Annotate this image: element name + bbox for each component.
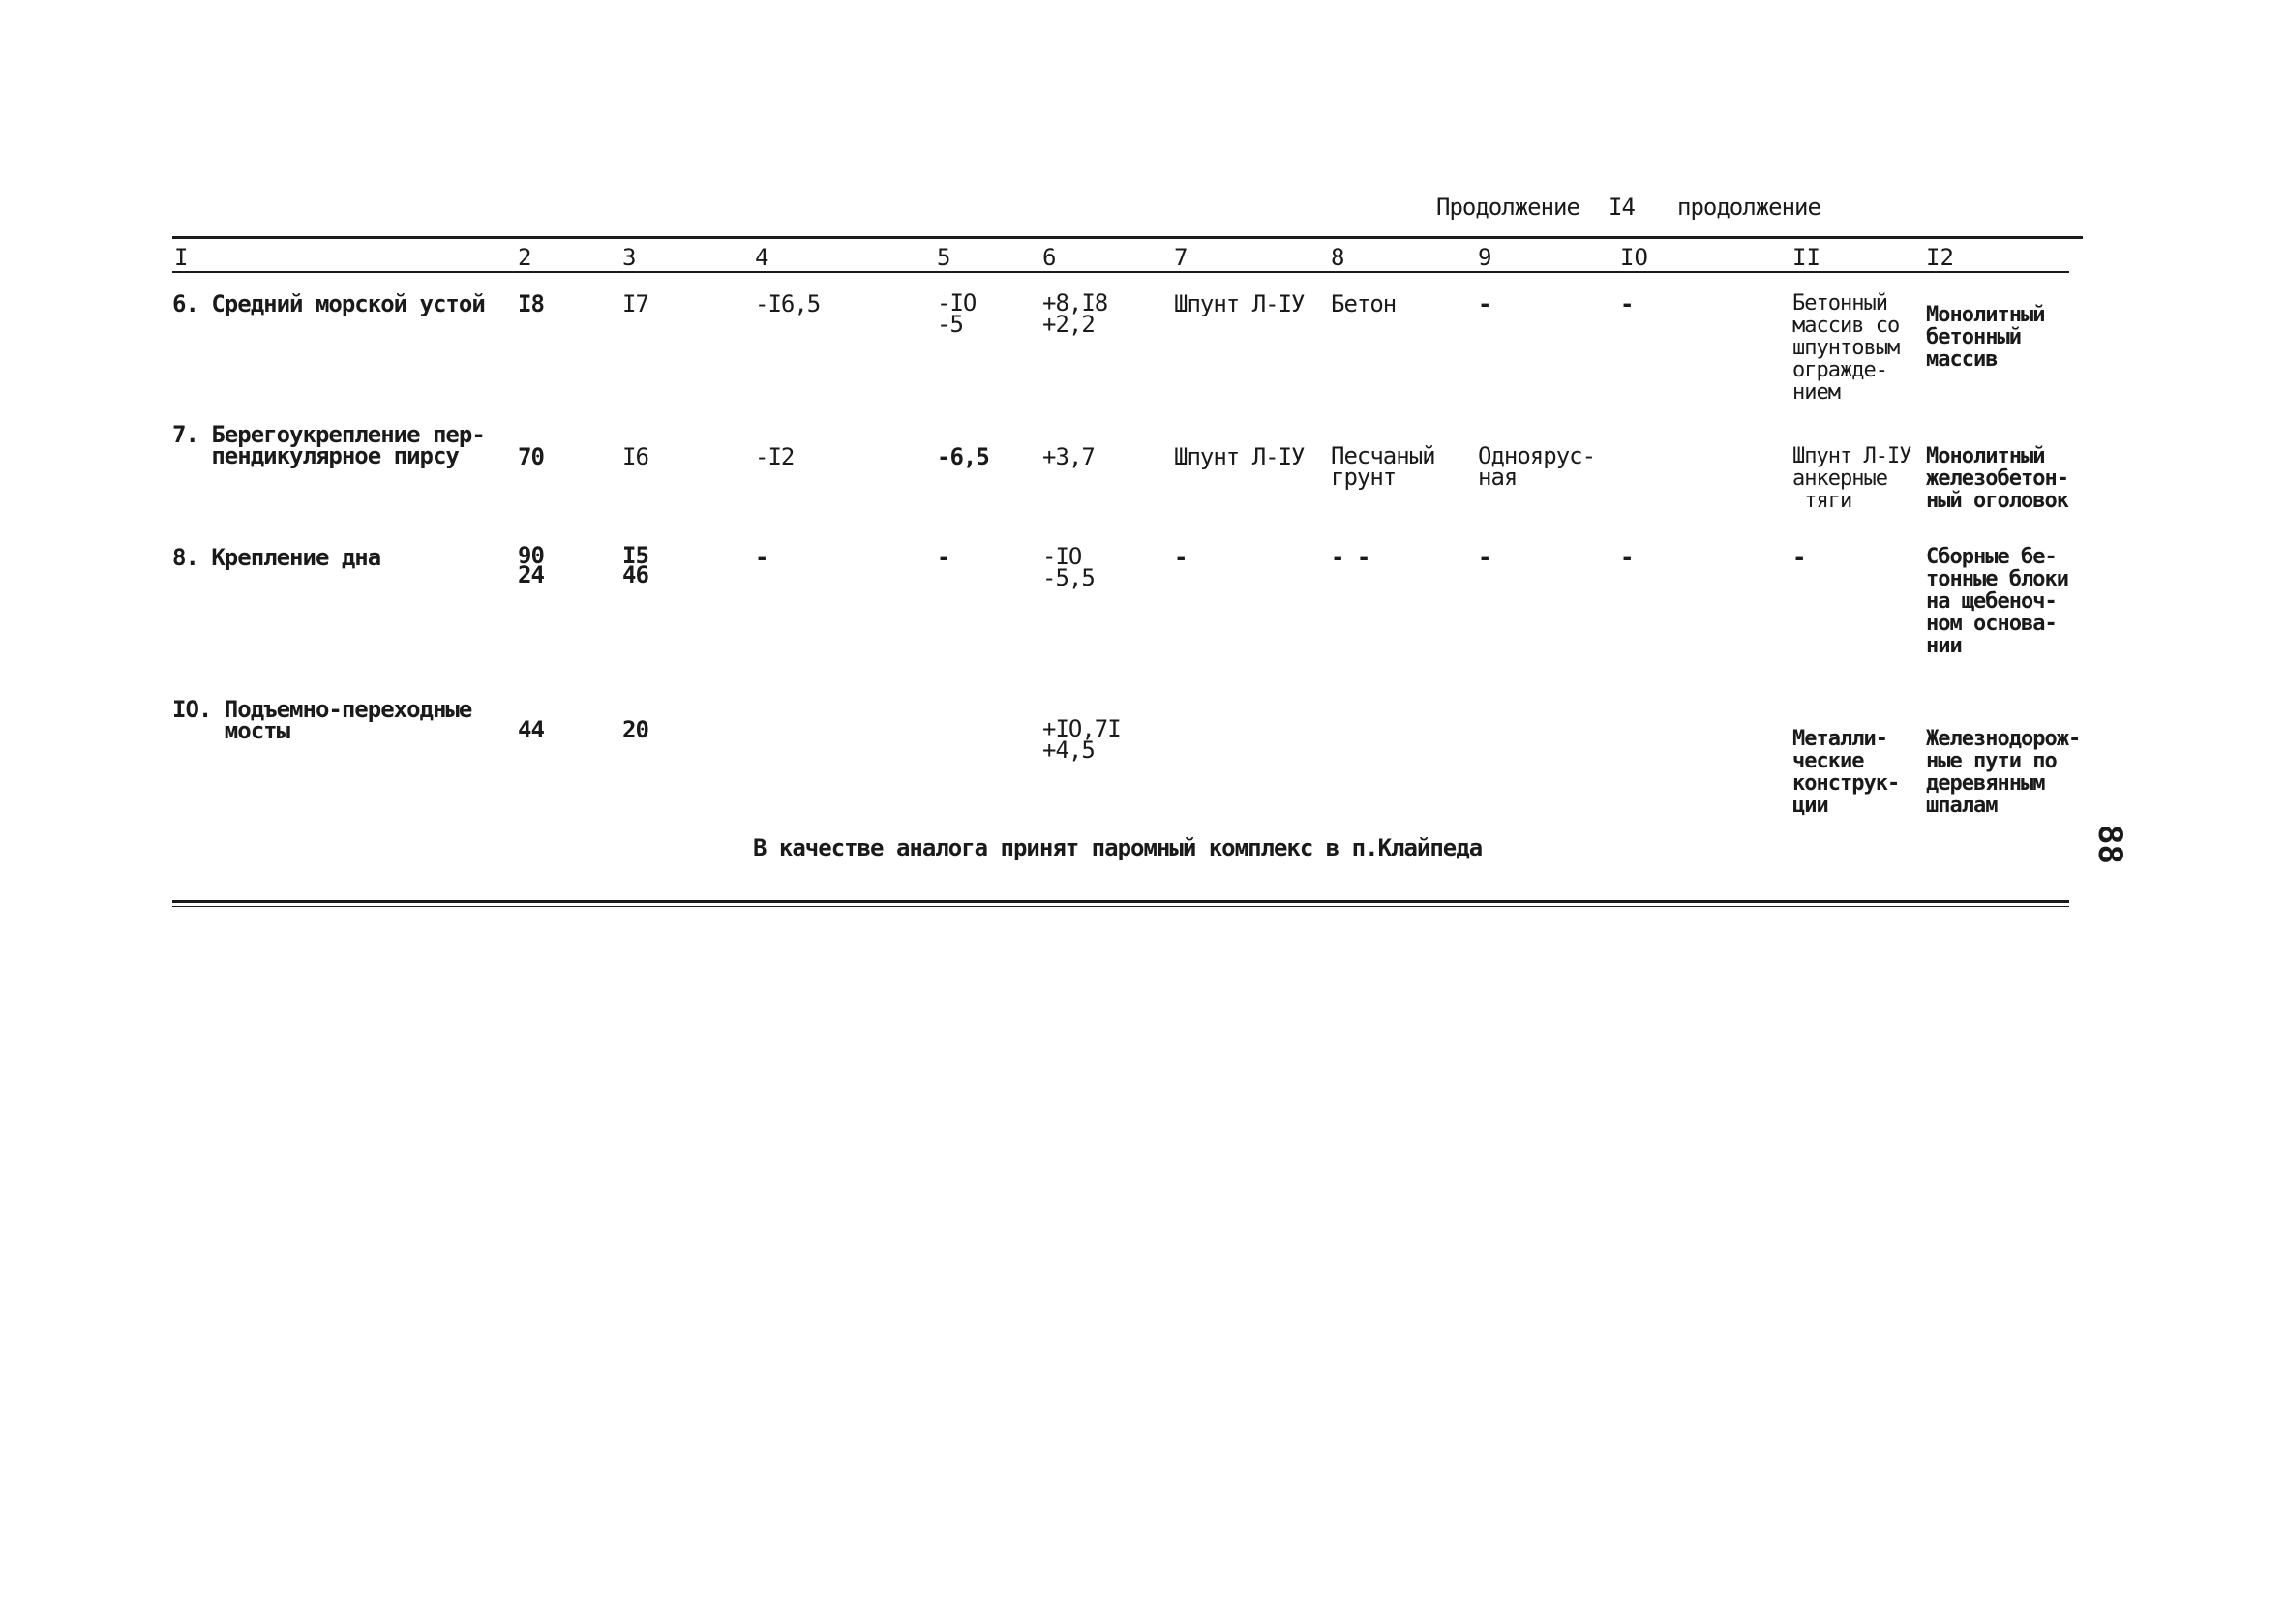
col-header-7: 7 <box>1174 244 1188 271</box>
row-7-c12: Монолитный железобетон- ный оголовок <box>1926 444 2068 513</box>
row-7-c9: Одноярус- ная <box>1478 442 1596 491</box>
row-7-c11: Шпунт Л-IУ анкерные тяги <box>1792 444 1911 513</box>
row-6-c7: Шпунт Л-IУ <box>1174 290 1305 317</box>
col-header-9: 9 <box>1478 244 1492 271</box>
row-6-c12: Монолитный бетонный массив <box>1926 303 2045 372</box>
row-8-c10: - <box>1620 544 1634 571</box>
row-6-c9: - <box>1478 290 1491 317</box>
row-8-c8: - - <box>1331 544 1370 571</box>
footnote: В качестве аналога принят паромный комплекс в п.Клайпеда <box>753 834 1483 861</box>
col-header-12: I2 <box>1926 244 1954 271</box>
row-6-c6: +8,I8 +2,2 <box>1042 289 1108 338</box>
row-7-c8: Песчаный грунт <box>1331 442 1435 491</box>
row-8-name: 8. Крепление дна <box>172 544 381 571</box>
col-header-5: 5 <box>937 244 951 271</box>
header-rule <box>172 271 2069 273</box>
row-6-c11: Бетонный массив со шпунтовым огражде- нием <box>1792 291 1900 405</box>
row-8-c12: Сборные бе- тонные блоки на щебеноч- ном основа- нии <box>1926 545 2068 658</box>
row-8-c5: - <box>937 544 950 571</box>
row-8-c11: - <box>1792 544 1806 571</box>
col-header-4: 4 <box>755 244 769 271</box>
row-6-name: 6. Средний морской устой <box>172 290 485 317</box>
continuation-label: Продолжение <box>1436 194 1579 221</box>
row-6-c10: - <box>1620 290 1634 317</box>
row-6-c8: Бетон <box>1331 290 1397 317</box>
row-8-c9: - <box>1478 544 1491 571</box>
page-number: 88 <box>2090 825 2129 864</box>
row-10-c2: 44 <box>518 716 544 743</box>
row-10-c6: +IO,7I +4,5 <box>1042 715 1121 764</box>
row-8-c3: I5 46 <box>622 542 648 588</box>
row-6-c4: -I6,5 <box>755 290 821 317</box>
bottom-rule-thin <box>172 906 2069 907</box>
col-header-1: I <box>174 244 189 271</box>
continuation-suffix: продолжение <box>1677 194 1820 221</box>
row-10-name: IO. Подъемно-переходные мосты <box>172 696 472 744</box>
row-6-c2: I8 <box>518 290 544 317</box>
row-10-c3: 20 <box>622 716 648 743</box>
col-header-11: II <box>1792 244 1820 271</box>
row-7-name: 7. Берегоукрепление пер- пендикулярное пирсу <box>172 421 485 469</box>
row-6-c5: -IO -5 <box>937 289 977 338</box>
row-7-c3: I6 <box>622 443 648 470</box>
row-8-c6: -IO -5,5 <box>1042 543 1095 591</box>
row-7-c7: Шпунт Л-IУ <box>1174 443 1305 470</box>
col-header-8: 8 <box>1331 244 1345 271</box>
row-7-c5: -6,5 <box>937 443 989 470</box>
row-6-c3: I7 <box>622 290 648 317</box>
row-10-c12: Железнодорож- ные пути по деревянным шпалам <box>1926 727 2081 818</box>
col-header-6: 6 <box>1042 244 1057 271</box>
col-header-3: 3 <box>622 244 637 271</box>
col-header-10: IO <box>1620 244 1648 271</box>
row-7-c6: +3,7 <box>1042 443 1095 470</box>
row-7-c4: -I2 <box>755 443 795 470</box>
row-8-c7: - <box>1174 544 1188 571</box>
row-8-c2: 90 24 <box>518 542 544 588</box>
top-rule <box>172 236 2083 239</box>
row-7-c2: 70 <box>518 443 544 470</box>
col-header-2: 2 <box>518 244 532 271</box>
row-8-c4: - <box>755 544 768 571</box>
row-10-c11: Металли- ческие конструк- ции <box>1792 727 1900 818</box>
table-number: I4 <box>1609 194 1635 221</box>
bottom-rule <box>172 900 2069 903</box>
